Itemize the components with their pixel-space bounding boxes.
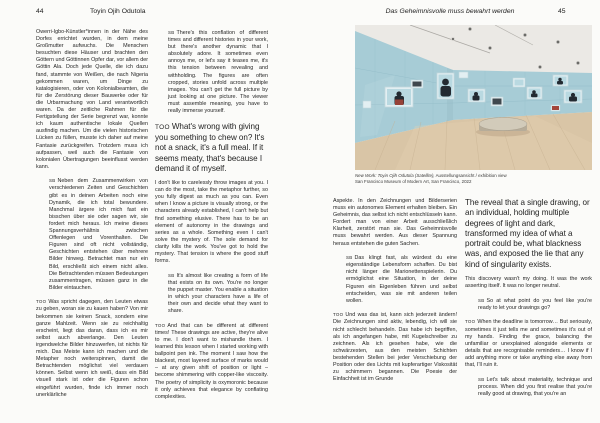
pull-quote-text: What's wrong with giving you something to chew on? It's not a snack, it's a full meal. If it seems meaty, that's because I demand it of myself. <box>155 121 265 173</box>
speaker-label: SB <box>478 297 485 303</box>
paragraph-text: And that can be different at different times! These drawings are active, they're alive to me. I don't want to mishandle them. I learned this lesson when I started working with ballpoint pen ink. The moment I saw how the blackest, most layered surface of marks would – at any given shift of position or light – become shimmering with copper-like viscosity. The poetry of simplicity is oxymoronic because it only achieves that elegance by conflating complexities. <box>155 322 268 400</box>
speaker-label: TOO <box>155 322 166 328</box>
paragraph <box>465 297 592 312</box>
speaker-label: SB <box>478 376 485 382</box>
page-right <box>300 0 600 423</box>
paragraph-text: Das klingt fast, als würdest du eine eigenständige Lebensform schaffen. Du bist nicht länger die Marionettenspielerin. Du ermöglichst eine Situation, in der deine Figuren ein Eigenleben führen und selbst entscheiden, was sie mit anderen teilen wollen. <box>346 255 457 304</box>
paragraph-text: When the deadline is tomorrow… But seriously, sometimes it just tells me and sometimes it's out of my hands. Finding the grace, balancing the unfamiliar or unexplained alongside elements or details that are recognisable reminders… I know if I add anything more or take anything else away from that, I'll ruin it. <box>465 319 592 369</box>
paragraph-text: Und was das ist, kann sich jederzeit ändern! Die Zeichnungen sind aktiv, lebendig, ich will sie nicht schlecht behandeln. Das habe ich begriffen, als ich angefangen habe, mit Kugelschreiber zu zeichnen. Als ich gesehen habe, wie die schwärzesten, aus den meisten Schichten bestehenden Stellen bei jeder Verschiebung der Position oder des Lichts mit kupferartiger Viskosität zu schimmern begannen. Die Poesie der Einfachheit ist im Grunde <box>333 312 457 383</box>
paragraph-text: It's almost like creating a form of life that exists on its own. You're no longer the puppet master. You enable a situation in which your characters have a life of their own and decide what they want to share. <box>168 272 268 315</box>
pull-quote <box>155 122 268 174</box>
right-column-2 <box>465 198 592 404</box>
page-number-left: 44 <box>36 8 44 15</box>
running-title-left: Toyin Ojih Odutola <box>90 8 146 15</box>
artwork-frame <box>513 78 525 87</box>
right-column-1 <box>333 198 457 404</box>
paragraph <box>155 29 268 115</box>
text-columns-right <box>333 198 592 404</box>
paragraph-text: There's this conflation of different times and different histories in your work, but there's another dynamic that I absolutely adore. It sometimes even annoys me, or let's say it teases me, it's this tension between revealing and withholding. The figures are often cropped, stories unfold across multiple images. You can't get the full picture by just looking at one picture. The viewer must assemble meaning, you have to really immerse yourself. <box>168 30 268 115</box>
gallery-bench <box>476 118 530 137</box>
paragraph <box>36 298 148 398</box>
artwork-frame <box>411 80 423 88</box>
artwork-frame <box>363 101 371 108</box>
paragraph: I don't like to carelessly throw images at you. I can do the most, take the metaphor further, so you fully digest as much as you can. Even when I know a picture is visually strong, or the characters already established, I can't help but find something elusive. There has to be an element of autonomy in the drawings and series as a whole. Something even I can't solve the mystery of. The sole demand for clarity kills the work. You've got to hold the mystery. That tension is where the good stuff forms. <box>155 180 268 265</box>
paragraph <box>465 318 592 369</box>
artwork-frame <box>527 87 542 99</box>
speaker-label: SB <box>346 255 353 261</box>
artwork-frame <box>491 97 503 106</box>
artwork-frame <box>553 75 568 86</box>
paragraph <box>36 177 148 292</box>
speaker-label: SB <box>168 272 175 278</box>
speaker-label: TOO <box>465 319 476 325</box>
paragraph <box>333 311 457 383</box>
paragraph: Aspekte. In den Zeichnungen und Bilderserien muss ein autonomes Element erhalten bleiben. Ein Geheimnis, das selbst ich nicht entschlüsseln kann. Fordert man von einer Arbeit ausschließlich Klarheit, zerstört man sie. Das Geheimnisvolle muss bewahrt werden. Aus dieser Spannung heraus entstehen die guten Sachen. <box>333 198 457 247</box>
paragraph: Owerri-Igbo-Künstler*innen in der Nähe des Dorfes errichtet wurden, in dem meine Großmutter aufwuchs. Die Menschen besuchten diese Häuser und brachten den Göttern und Göttinnen Opfer dar, vor allem der Göttin Ala. Doch jede Quelle, die ich dazu fand, stammte von Weißen, die nach Nigeria gekommen waren, um Dinge zu katalogisieren, oder von Kolonialbeamten, die für die Zerstörung dieser Bauwerke oder für die Urbarmachung von Land verantwortlich waren. Da der zeitliche Rahmen für die Fertigstellung der Serie begrenzt war, konnte ich kaum authentische lokale Quellen ausfindig machen. Um die vielen historischen Lücken zu füllen, musste ich daher auf meine Fantasie zurückgreifen. Trotzdem muss ich aufpassen, weil auch die Fantasie von kolonialen Übertragungen beeinflusst werden kann. <box>36 29 148 170</box>
speaker-label: SB <box>49 178 56 184</box>
page-number-right: 45 <box>558 8 566 15</box>
caption-work-title: New Work: Toyin Ojih Odutola (Satellite), <box>355 173 435 178</box>
speaker-label: TOO <box>36 299 47 305</box>
caption-view-label: Ausstellungsansicht / exhibition view <box>434 173 507 178</box>
paragraph-text: Let's talk about materiality, technique and process. When did you first realise that you're really good at drawing, that you're an <box>478 376 592 397</box>
paragraph: This discovery wasn't my doing. It was the work asserting itself. It was no longer neutral. <box>465 276 592 290</box>
caption-line-2: San Francisco Museum of Modern Art, San Francisco, 2022 <box>355 178 472 184</box>
running-title-right: Das Geheimnisvolle muss bewahrt werden <box>385 8 515 15</box>
artwork-frame <box>468 89 485 102</box>
left-column-2 <box>155 29 268 407</box>
text-columns-left <box>36 29 268 407</box>
artwork-frame <box>551 105 560 111</box>
speaker-label: TOO <box>155 123 170 131</box>
paragraph <box>155 322 268 401</box>
paragraph <box>333 254 457 305</box>
gallery-installation-photo <box>355 25 592 170</box>
artwork-frame <box>437 73 454 99</box>
artwork-frame <box>385 87 413 107</box>
paragraph-text: Was spricht dagegen, den Leuten etwas zu geben, woran sie zu kauen haben? Von mir bekommen sie keinen Snack, sondern eine ganze Mahlzeit. Wenn sie zu reichhaltig erscheint, liegt das daran, dass ich es mir selbst auch abverlange. Den Leuten irgendwelche Bilder hinzuwerfen, ist nichts für mich. Das Meiste kann ich machen und die Metapher noch weiterspinnen, damit die Betrachtenden möglichst viel verdauen können. Selbst wenn ich weiß, dass ein Bild visuell stark ist oder die Figuren schon eingeführt wurden, finde ich immer noch unerklärliche <box>36 299 148 398</box>
paragraph-text: So at what point do you feel like you're ready to let your drawings go? <box>478 297 592 311</box>
paragraph <box>155 272 268 316</box>
left-column-1 <box>36 29 148 407</box>
photo-caption <box>355 173 592 185</box>
artwork-frame <box>564 90 582 103</box>
speaker-label: TOO <box>333 312 344 318</box>
paragraph-text: Neben dem Zusammenwirken von verschiedenen Zeiten und Geschichten gibt es in deinen Arbeiten noch eine Dynamik, die ich total bewundere. Manchmal ärgere ich mich fast ein bisschen über sie oder sagen wir, sie fordert mich heraus. Ich meine dieses Spannungsverhältnis zwischen Offenlegen und Vorenthalten. Die Figuren sind oft nicht vollständig, Geschichten entstehen über mehrere Bilder hinweg. Betrachtet man nur ein Bild, erschließt sich einem nicht alles. Die Betrachtenden müssen Bedeutungen zusammentragen, müssen ganz in die Bilder eintauchen. <box>49 178 148 291</box>
pull-quote: The reveal that a single drawing, or an individual, holding multiple degrees of light and dark, transformed my idea of what a portrait could be, what blackness was, and exposed the lie that any kind of singularity exists. <box>465 198 590 269</box>
paragraph <box>465 376 592 398</box>
artwork-frame <box>459 72 468 78</box>
speaker-label: SB <box>168 30 175 35</box>
